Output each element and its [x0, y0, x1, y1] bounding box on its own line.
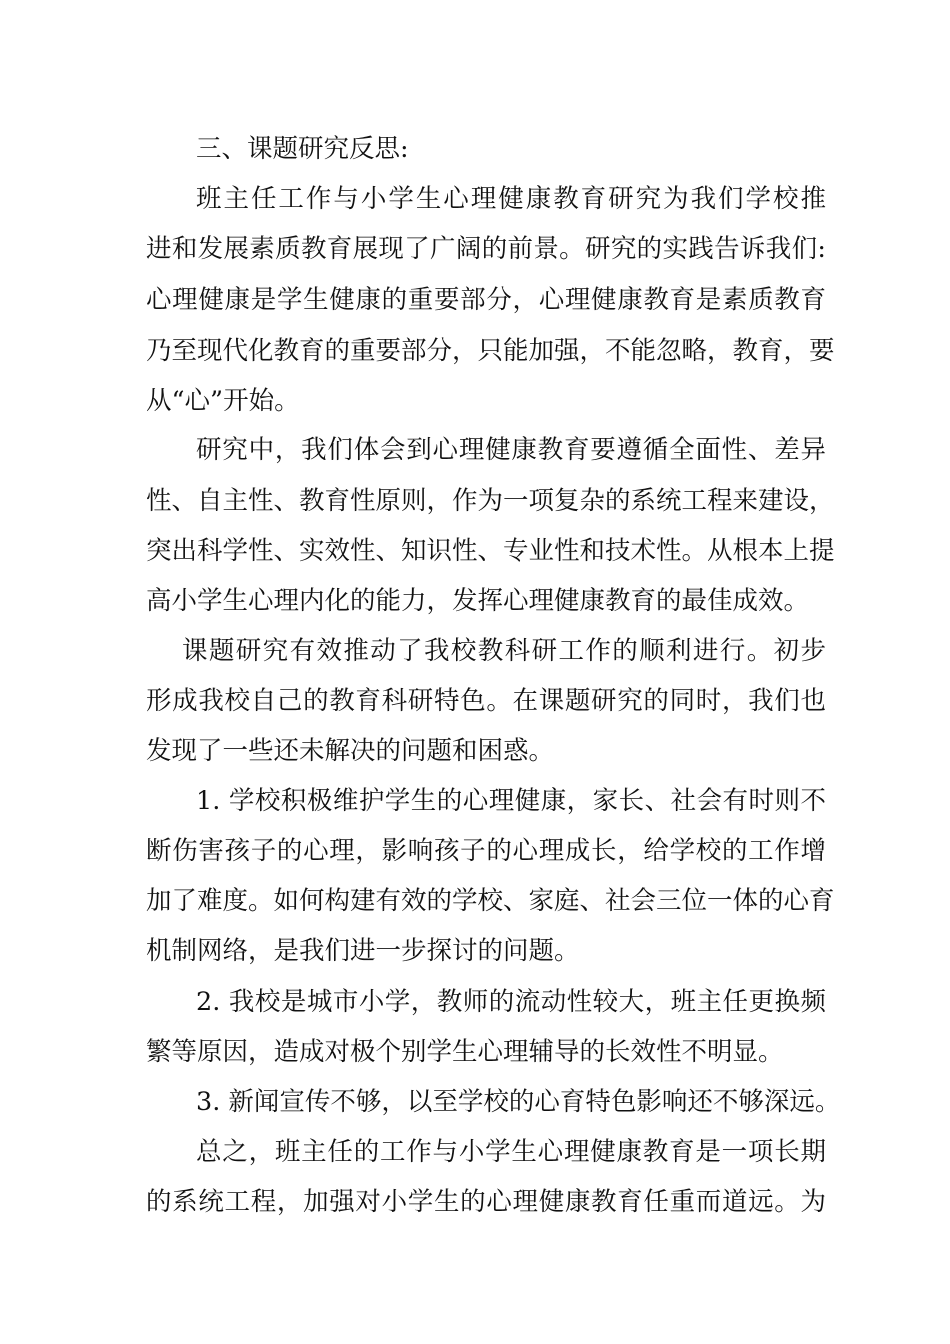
list-item-line: 2. 我校是城市小学，教师的流动性较大，班主任更换频: [196, 987, 826, 1017]
paragraph-line: 班主任工作与小学生心理健康教育研究为我们学校推: [196, 184, 826, 214]
paragraph-line: 研究中，我们体会到心理健康教育要遵循全面性、差异: [196, 435, 826, 465]
paragraph-line: 课题研究有效推动了我校教科研工作的顺利进行。初步: [182, 636, 826, 666]
list-item-line: 3. 新闻宣传不够，以至学校的心育特色影响还不够深远。: [196, 1087, 841, 1117]
paragraph-line: 繁等原因，造成对极个别学生心理辅导的长效性不明显。: [146, 1037, 784, 1067]
paragraph-line: 机制网络，是我们进一步探讨的问题。: [146, 936, 580, 966]
paragraph-line: 总之，班主任的工作与小学生心理健康教育是一项长期: [196, 1137, 826, 1167]
paragraph-line: 心理健康是学生健康的重要部分，心理健康教育是素质教育: [146, 285, 826, 315]
paragraph-line: 性、自主性、教育性原则，作为一项复杂的系统工程来建设，: [146, 486, 835, 516]
paragraph-line: 断伤害孩子的心理，影响孩子的心理成长，给学校的工作增: [146, 836, 826, 866]
paragraph-line: 形成我校自己的教育科研特色。在课题研究的同时，我们也: [146, 686, 826, 716]
paragraph-line: 发现了一些还未解决的问题和困惑。: [146, 736, 555, 766]
paragraph-line: 从“心”开始。: [146, 386, 300, 416]
paragraph-line: 加了难度。如何构建有效的学校、家庭、社会三位一体的心育: [146, 886, 835, 916]
paragraph-line: 乃至现代化教育的重要部分，只能加强，不能忽略，教育，要: [146, 336, 835, 366]
paragraph-line: 突出科学性、实效性、知识性、专业性和技术性。从根本上提: [146, 536, 835, 566]
list-item-line: 1. 学校积极维护学生的心理健康，家长、社会有时则不: [196, 786, 826, 816]
section-heading: 三、课题研究反思:: [196, 134, 409, 164]
paragraph-line: 的系统工程，加强对小学生的心理健康教育任重而道远。为: [146, 1187, 826, 1217]
paragraph-line: 进和发展素质教育展现了广阔的前景。研究的实践告诉我们:: [146, 234, 826, 264]
paragraph-line: 高小学生心理内化的能力，发挥心理健康教育的最佳成效。: [146, 586, 810, 616]
